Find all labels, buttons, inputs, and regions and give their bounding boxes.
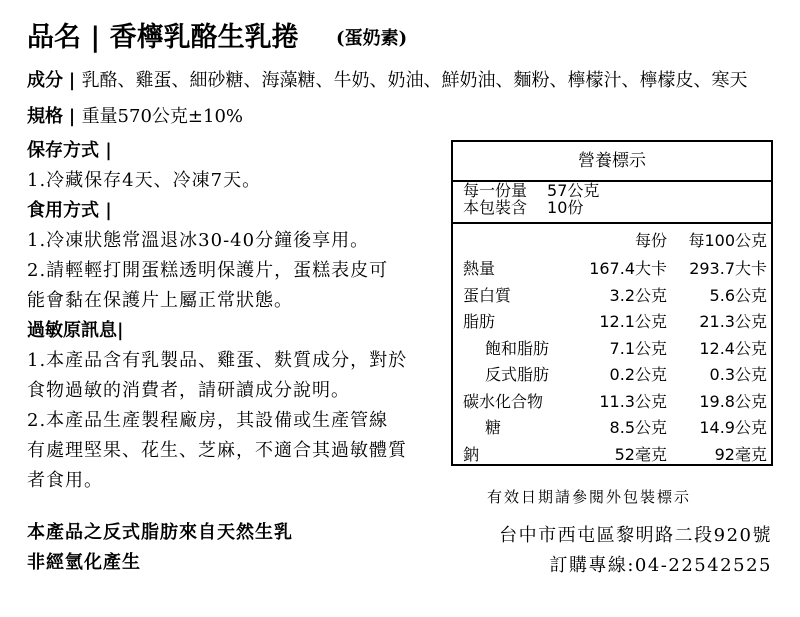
servings-label: 本包裝含 (463, 198, 528, 217)
left-info-column (27, 136, 407, 496)
per-serving-value: 7.1公克 (609, 338, 667, 358)
nutrition-row (453, 444, 771, 466)
trans-fat-note-line: 非經氫化產生 (27, 552, 141, 573)
per-100g-value: 5.6公克 (709, 285, 767, 305)
servings-row (463, 199, 599, 216)
nutrient-name: 熱量 (463, 259, 496, 278)
nutrition-row (453, 311, 771, 333)
nutrient-name: 反式脂肪 (485, 365, 550, 384)
order-hotline: 訂購專線:04-22542525 (549, 555, 772, 576)
nutrition-row (453, 417, 771, 439)
nutrient-name: 鈉 (463, 444, 480, 464)
serving-size-value: 57公克 (547, 181, 600, 200)
per-100g-value: 0.3公克 (709, 365, 767, 384)
per-serving-value: 167.4大卡 (589, 259, 667, 278)
usage-line: 能會黏在保護片上屬正常狀態。 (27, 290, 293, 311)
per-100g-value: 293.7大卡 (689, 259, 767, 278)
address: 台中市西屯區黎明路二段920號 (499, 525, 772, 546)
usage-heading: 食用方式 | (27, 200, 112, 221)
separator: | (68, 70, 82, 91)
allergen-line: 有處理堅果、花生、芝麻，不適合其過敏體質 (27, 440, 407, 461)
nutrition-row (453, 391, 771, 413)
serving-info (463, 182, 599, 216)
nutrition-row (453, 285, 771, 307)
spec-value: 重量570公克±10% (81, 106, 244, 127)
product-name-line (27, 14, 407, 63)
allergen-line: 2.本產品生產製程廠房，其設備或生產管線 (27, 410, 389, 431)
ingredients-value: 乳酪、雞蛋、細砂糖、海藻糖、牛奶、奶油、鮮奶油、麵粉、檸檬汁、檸檬皮、寒天 (81, 70, 748, 91)
usage-line: 1.冷凍狀態常溫退冰30-40分鐘後享用。 (27, 230, 370, 251)
nutrition-row (453, 364, 771, 386)
column-header-per-serving: 每份 (634, 231, 667, 250)
column-headers (453, 230, 771, 252)
nutrition-row (453, 258, 771, 280)
per-serving-value: 3.2公克 (609, 285, 667, 305)
ingredients-label: 成分 (27, 70, 63, 91)
trans-fat-note (27, 518, 293, 578)
per-serving-value: 52毫克 (614, 444, 667, 464)
servings-value: 10份 (547, 198, 584, 217)
product-name-label: 品名 (27, 22, 81, 53)
nutrition-table (451, 140, 773, 466)
storage-heading: 保存方式 | (27, 140, 112, 161)
allergen-heading: 過敏原訊息| (27, 320, 124, 341)
per-100g-value: 92毫克 (714, 444, 767, 464)
ingredients-line (27, 68, 748, 94)
nutrient-name: 蛋白質 (463, 285, 512, 305)
nutrient-name: 飽和脂肪 (485, 338, 550, 358)
allergen-line: 者食用。 (27, 470, 103, 491)
serving-size-label: 每一份量 (463, 181, 528, 200)
trans-fat-note-line: 本產品之反式脂肪來自天然生乳 (27, 522, 293, 543)
nutrient-name: 脂肪 (463, 312, 496, 331)
per-100g-value: 14.9公克 (699, 418, 767, 437)
per-100g-value: 12.4公克 (699, 338, 767, 358)
per-100g-value: 19.8公克 (699, 391, 767, 411)
nutrient-name: 碳水化合物 (463, 391, 544, 411)
per-serving-value: 0.2公克 (609, 365, 667, 384)
column-header-per-100g: 每100公克 (688, 231, 767, 250)
per-serving-value: 12.1公克 (599, 312, 667, 331)
table-divider (453, 222, 771, 224)
storage-line: 1.冷藏保存4天、冷凍7天。 (27, 170, 262, 191)
per-serving-value: 11.3公克 (599, 391, 667, 411)
per-100g-value: 21.3公克 (699, 312, 767, 331)
serving-size-row (463, 182, 599, 199)
allergen-line: 1.本產品含有乳製品、雞蛋、麩質成分，對於 (27, 350, 408, 371)
separator: | (90, 22, 110, 53)
product-name: 香檸乳酪生乳捲 (109, 22, 299, 53)
nutrition-row (453, 338, 771, 360)
expiry-note: 有效日期請參閱外包裝標示 (487, 488, 692, 506)
spec-line (27, 104, 243, 130)
nutrient-name: 糖 (485, 418, 502, 437)
spec-label: 規格 (27, 106, 63, 127)
diet-note: (蛋奶素) (336, 28, 408, 49)
separator: | (68, 106, 82, 127)
allergen-line: 食物過敏的消費者，請研讀成分說明。 (27, 380, 350, 401)
usage-line: 2.請輕輕打開蛋糕透明保護片，蛋糕表皮可 (27, 260, 389, 281)
per-serving-value: 8.5公克 (609, 418, 667, 437)
nutrition-title: 營養標示 (453, 142, 771, 182)
